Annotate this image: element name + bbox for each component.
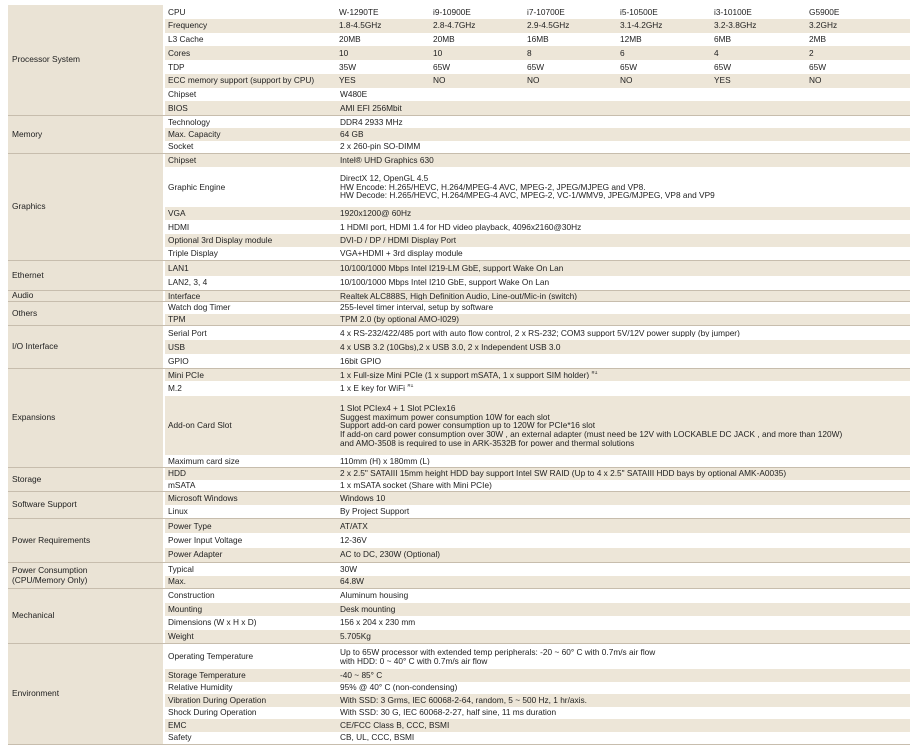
spec-row — [165, 603, 910, 617]
section-power-requirements — [8, 519, 910, 563]
spec-row — [165, 46, 910, 60]
spec-cell: 8 — [527, 47, 532, 58]
spec-label: mSATA — [168, 479, 196, 490]
spec-row — [165, 616, 910, 630]
spec-value-text: Realtek ALC888S, High Definition Audio, Line-out/Mic-in (switch) — [340, 291, 578, 301]
category-label: Power Requirements — [12, 534, 91, 545]
spec-cells — [339, 8, 910, 17]
category-label: Power Consumption (CPU/Memory Only) — [12, 565, 88, 585]
category-label: Software Support — [12, 499, 77, 510]
spec-label: Operating Temperature — [168, 651, 254, 662]
spec-value — [339, 708, 910, 717]
spec-label: GPIO — [168, 355, 189, 366]
spec-row — [165, 141, 910, 153]
spec-row — [165, 33, 910, 47]
spec-cells — [339, 49, 910, 58]
spec-cell: YES — [714, 75, 731, 86]
spec-label: Power Adapter — [168, 549, 223, 560]
section-storage — [8, 468, 910, 492]
spec-value — [339, 481, 910, 490]
spec-row — [165, 630, 910, 644]
spec-label: Mounting — [168, 603, 203, 614]
section-memory — [8, 116, 910, 154]
spec-row — [165, 314, 910, 326]
section-rows — [165, 5, 910, 115]
spec-row — [165, 220, 910, 233]
category-label: Others — [12, 307, 38, 318]
spec-label: EMC — [168, 719, 187, 730]
spec-value — [339, 384, 910, 393]
spec-cell: 1.8-4.5GHz — [339, 20, 382, 31]
category-cell — [8, 492, 163, 518]
spec-row — [165, 519, 910, 533]
spec-value — [339, 565, 910, 574]
spec-label: Chipset — [168, 89, 197, 100]
spec-value — [339, 404, 910, 448]
spec-row — [165, 533, 910, 547]
spec-value-text: Intel® UHD Graphics 630 — [340, 156, 434, 165]
spec-cell: 3.2GHz — [809, 20, 838, 31]
spec-label: Shock During Operation — [168, 707, 257, 718]
footnote-mark: #1 — [591, 370, 598, 376]
spec-label: Serial Port — [168, 327, 207, 338]
spec-row — [165, 563, 910, 576]
spec-cell: NO — [620, 75, 633, 86]
spec-cell: 65W — [527, 61, 545, 72]
spec-row — [165, 548, 910, 562]
spec-value-line: with HDD: 0 ~ 40° C with 0.7m/s air flow — [340, 655, 488, 666]
spec-label: Typical — [168, 563, 194, 574]
footnote-mark: #1 — [407, 384, 414, 390]
spec-value-text: 1 HDMI port, HDMI 1.4 for HD video playback, 4096x2160@30Hz — [340, 222, 582, 232]
spec-value-text: DDR4 2933 MHz — [340, 117, 403, 127]
spec-cells — [339, 35, 910, 44]
spec-value-text: AT/ATX — [340, 521, 368, 531]
spec-value-text: 1 x mSATA socket (Share with Mini PCIe) — [340, 480, 492, 490]
spec-row — [165, 468, 910, 480]
spec-row — [165, 505, 910, 518]
spec-value — [339, 329, 910, 338]
spec-label: HDD — [168, 468, 186, 479]
category-cell — [8, 468, 163, 491]
spec-cell: 65W — [714, 61, 732, 72]
spec-row — [165, 19, 910, 33]
spec-row — [165, 719, 910, 732]
spec-table — [8, 5, 910, 745]
spec-cell: NO — [527, 75, 540, 86]
spec-label: Storage Temperature — [168, 669, 246, 680]
spec-cell: NO — [809, 75, 822, 86]
spec-cell: 20MB — [339, 34, 361, 45]
spec-cell: 10 — [433, 47, 443, 58]
spec-cell: YES — [339, 75, 356, 86]
spec-cell: i5-10500E — [620, 6, 658, 17]
spec-value-line: Up to 65W processor with extended temp peripherals: -20 ~ 60° C with 0.7m/s air flow — [340, 647, 656, 657]
spec-value — [339, 671, 910, 680]
spec-label: Chipset — [168, 155, 197, 166]
spec-value-text: 1 x E key for WiFi — [340, 384, 408, 393]
spec-value — [339, 174, 910, 200]
spec-value-text: AC to DC, 230W (Optional) — [340, 550, 441, 560]
spec-cell: 6 — [620, 47, 625, 58]
spec-label: Add-on Card Slot — [168, 420, 232, 431]
spec-row — [165, 480, 910, 492]
spec-value — [339, 605, 910, 614]
section-software-support — [8, 492, 910, 519]
spec-value — [339, 371, 910, 380]
category-label: Processor System — [12, 54, 80, 65]
spec-value-text: 255-level timer interval, setup by software — [340, 303, 494, 313]
spec-cell: 65W — [433, 61, 451, 72]
spec-value — [339, 315, 910, 324]
spec-value — [339, 494, 910, 503]
spec-cell: 3.1-4.2GHz — [620, 20, 663, 31]
spec-label: CPU — [168, 6, 186, 17]
category-cell — [8, 369, 163, 467]
spec-row — [165, 644, 910, 669]
spec-label: Maximum card size — [168, 455, 240, 466]
spec-value-text: 16bit GPIO — [340, 356, 382, 366]
category-label: Audio — [12, 290, 34, 301]
spec-cells — [339, 76, 910, 85]
section-mechanical — [8, 589, 910, 644]
spec-value-text: TPM 2.0 (by optional AMO-I029) — [340, 314, 459, 324]
spec-value — [339, 721, 910, 730]
spec-row — [165, 276, 910, 291]
spec-value-text: CB, UL, CCC, BSMI — [340, 733, 415, 743]
spec-row — [165, 207, 910, 220]
section-ethernet — [8, 261, 910, 291]
spec-value — [339, 264, 910, 273]
spec-value — [339, 343, 910, 352]
spec-label: VGA — [168, 208, 186, 219]
spec-value — [339, 469, 910, 478]
spec-cell: 65W — [620, 61, 638, 72]
spec-value — [339, 278, 910, 287]
spec-value — [339, 648, 910, 665]
spec-label: Max. Capacity — [168, 129, 221, 140]
spec-label: ECC memory support (support by CPU) — [168, 75, 315, 86]
spec-row — [165, 60, 910, 74]
spec-row — [165, 589, 910, 603]
spec-row — [165, 682, 910, 695]
section-expansions — [8, 369, 910, 468]
spec-value — [339, 209, 910, 218]
spec-cell: i3-10100E — [714, 6, 752, 17]
spec-row — [165, 5, 910, 19]
category-cell — [8, 154, 163, 260]
category-label: Graphics — [12, 201, 46, 212]
spec-value-text: 10/100/1000 Mbps Intel I219-LM GbE, support Wake On Lan — [340, 263, 564, 273]
spec-label: Socket — [168, 141, 194, 152]
category-cell — [8, 291, 163, 301]
spec-label: Interface — [168, 290, 201, 301]
spec-label: Power Type — [168, 520, 212, 531]
spec-cells — [339, 63, 910, 72]
category-cell — [8, 5, 163, 115]
section-graphics — [8, 154, 910, 261]
spec-cell: 12MB — [620, 34, 642, 45]
category-cell — [8, 261, 163, 290]
spec-label: HDMI — [168, 221, 190, 232]
spec-value-text: DVI-D / DP / HDMI Display Port — [340, 235, 457, 245]
spec-row — [165, 234, 910, 247]
spec-value-line: 1 Slot PCIex4 + 1 Slot PCIex16 — [340, 403, 456, 413]
spec-row — [165, 732, 910, 745]
spec-label: Technology — [168, 116, 210, 127]
spec-label: Construction — [168, 590, 215, 601]
spec-value — [339, 618, 910, 627]
spec-label: Triple Display — [168, 248, 218, 259]
section-processor-system — [8, 5, 910, 116]
spec-row — [165, 326, 910, 340]
spec-row — [165, 576, 910, 589]
spec-label: Linux — [168, 506, 188, 517]
spec-value — [339, 156, 910, 165]
spec-value-text: 4 x RS-232/422/485 port with auto flow control, 2 x RS-232; COM3 support 5V/12V power supply (by jumper) — [340, 328, 740, 338]
spec-row — [165, 396, 910, 455]
spec-row — [165, 694, 910, 707]
spec-label: Optional 3rd Display module — [168, 234, 273, 245]
spec-value-text: AMI EFI 256Mbit — [340, 103, 402, 113]
section-rows — [165, 116, 910, 153]
category-cell — [8, 563, 163, 588]
category-label: I/O Interface — [12, 341, 59, 352]
category-cell — [8, 302, 163, 325]
spec-cell: G5900E — [809, 6, 840, 17]
spec-value-text: 156 x 204 x 230 mm — [340, 618, 416, 628]
spec-cell: 2 — [809, 47, 814, 58]
section-rows — [165, 302, 910, 325]
spec-value-text: W480E — [340, 90, 368, 99]
spec-cell: 65W — [809, 61, 827, 72]
spec-label: Mini PCIe — [168, 369, 204, 380]
section-rows — [165, 154, 910, 260]
spec-row — [165, 291, 910, 301]
spec-value — [339, 683, 910, 692]
spec-label: Graphic Engine — [168, 181, 226, 192]
section-rows — [165, 369, 910, 467]
spec-cell: 2MB — [809, 34, 827, 45]
category-label: Mechanical — [12, 610, 55, 621]
spec-cells — [339, 21, 910, 30]
spec-cell: 6MB — [714, 34, 732, 45]
spec-label: Frequency — [168, 20, 208, 31]
section-i-o-interface — [8, 326, 910, 369]
spec-value-text: 110mm (H) x 180mm (L) — [340, 456, 430, 466]
spec-value-text: 4 x USB 3.2 (10Gbs),2 x USB 3.0, 2 x Independent USB 3.0 — [340, 342, 561, 352]
spec-label: L3 Cache — [168, 34, 204, 45]
spec-value — [339, 357, 910, 366]
spec-label: LAN1 — [168, 262, 189, 273]
spec-row — [165, 88, 910, 102]
category-cell — [8, 519, 163, 562]
category-cell — [8, 326, 163, 368]
spec-value-text: 2 x 260-pin SO-DIMM — [340, 142, 421, 152]
spec-value-text: 64.8W — [340, 577, 364, 587]
spec-row — [165, 154, 910, 167]
spec-row — [165, 261, 910, 276]
section-rows — [165, 468, 910, 491]
spec-cell: 2.9-4.5GHz — [527, 20, 570, 31]
spec-value-line: Suggest maximum power consumption 10W for each slot — [340, 411, 550, 422]
spec-row — [165, 707, 910, 720]
spec-value — [339, 142, 910, 151]
spec-value — [339, 577, 910, 586]
spec-label: Microsoft Windows — [168, 493, 238, 504]
section-rows — [165, 589, 910, 643]
spec-label: Weight — [168, 630, 194, 641]
spec-value-text: By Project Support — [340, 507, 410, 516]
spec-value — [339, 118, 910, 127]
spec-row — [165, 354, 910, 368]
spec-value-text: 64 GB — [340, 130, 364, 139]
spec-value — [339, 236, 910, 245]
spec-value — [339, 130, 910, 139]
category-label: Memory — [12, 128, 43, 139]
spec-cell: 3.2-3.8GHz — [714, 20, 757, 31]
spec-value-text: 2 x 2.5" SATAIII 15mm height HDD bay support Intel SW RAID (Up to 4 x 2.5" SATAIII HDD bays by optional AMK-A0035) — [340, 469, 787, 479]
spec-label: Max. — [168, 576, 186, 587]
spec-cell: 20MB — [433, 34, 455, 45]
spec-cell: 35W — [339, 61, 357, 72]
spec-value-line: and AMO-3508 is required to use in ARK-3532B for power and thermal solutions — [340, 437, 635, 448]
section-power-consumption-cpu-memory-only — [8, 563, 910, 589]
spec-label: LAN2, 3, 4 — [168, 277, 208, 288]
spec-row — [165, 455, 910, 467]
spec-label: USB — [168, 341, 186, 352]
spec-cell: 2.8-4.7GHz — [433, 20, 476, 31]
spec-value-text: Desk mounting — [340, 604, 396, 614]
spec-value — [339, 550, 910, 559]
spec-row — [165, 101, 910, 115]
spec-cell: 10 — [339, 47, 349, 58]
spec-cell: W-1290TE — [339, 6, 379, 17]
spec-row — [165, 302, 910, 314]
spec-value — [339, 696, 910, 705]
spec-value — [339, 733, 910, 742]
spec-value — [339, 457, 910, 466]
spec-value — [339, 507, 910, 516]
spec-label: M.2 — [168, 383, 182, 394]
spec-label: BIOS — [168, 102, 188, 113]
spec-value-text: 1 x Full-size Mini PCIe (1 x support mSATA, 1 x support SIM holder) — [340, 370, 592, 380]
category-cell — [8, 644, 163, 744]
spec-cell: i9-10900E — [433, 6, 471, 17]
section-rows — [165, 326, 910, 368]
spec-label: TPM — [168, 313, 186, 324]
spec-value-text: With SSD: 3 Grms, IEC 60068-2-64, random, 5 ~ 500 Hz, 1 hr/axis. — [340, 695, 587, 705]
spec-value-line: HW Decode: H.265/HEVC, H.264/MPEG-4 AVC, MPEG-2, VC-1/WMV9, JPEG/MJPEG, VP8 and VP9 — [340, 190, 715, 201]
category-label: Storage — [12, 473, 42, 484]
section-rows — [165, 519, 910, 562]
spec-value-text: Aluminum housing — [340, 591, 409, 601]
spec-value — [339, 522, 910, 531]
spec-value-line: If add-on card power consumption over 30W , an external adapter (must need be 12V with LOCKABLE DC JACK , and more than 120W) — [340, 429, 843, 440]
section-rows — [165, 563, 910, 588]
spec-row — [165, 74, 910, 88]
spec-value — [339, 536, 910, 545]
spec-value — [339, 591, 910, 600]
spec-value-line: Support add-on card power consumption up to 120W for PCIe*16 slot — [340, 420, 596, 431]
category-label: Expansions — [12, 412, 56, 423]
spec-value-text: 95% @ 40° C (non-condensing) — [340, 683, 458, 693]
spec-value-text: 5.705Kg — [340, 631, 371, 641]
section-rows — [165, 261, 910, 290]
spec-value-text: CE/FCC Class B, CCC, BSMI — [340, 720, 450, 730]
spec-label: Watch dog Timer — [168, 302, 231, 313]
spec-value-text: Windows 10 — [340, 494, 386, 503]
spec-value — [339, 249, 910, 258]
section-environment — [8, 644, 910, 745]
spec-value — [339, 223, 910, 232]
spec-value-text: With SSD: 30 G, IEC 60068-2-27, half sine, 11 ms duration — [340, 708, 557, 718]
spec-value-text: 10/100/1000 Mbps Intel I210 GbE, support Wake On Lan — [340, 278, 550, 288]
spec-cell: NO — [433, 75, 446, 86]
spec-label: Relative Humidity — [168, 682, 233, 693]
spec-value — [339, 303, 910, 312]
section-rows — [165, 291, 910, 301]
spec-value-text: 1920x1200@ 60Hz — [340, 209, 412, 218]
spec-value — [339, 104, 910, 113]
spec-row — [165, 340, 910, 354]
category-label: Ethernet — [12, 269, 44, 280]
section-others — [8, 302, 910, 326]
spec-row — [165, 167, 910, 207]
spec-value-text: -40 ~ 85° C — [340, 670, 383, 680]
spec-value — [339, 90, 910, 99]
spec-value — [339, 632, 910, 641]
category-cell — [8, 116, 163, 153]
section-audio — [8, 291, 910, 302]
spec-row — [165, 128, 910, 140]
spec-cell: 4 — [714, 47, 719, 58]
spec-label: Safety — [168, 732, 192, 743]
spec-value-text: 30W — [340, 564, 358, 574]
spec-label: Dimensions (W x H x D) — [168, 617, 257, 628]
spec-value-line: HW Encode: H.265/HEVC, H.264/MPEG-4 AVC, MPEG-2, JPEG/MJPEG and VP8. — [340, 181, 646, 192]
spec-row — [165, 669, 910, 682]
spec-label: Power Input Voltage — [168, 535, 243, 546]
spec-label: TDP — [168, 61, 185, 72]
spec-value-line: DirectX 12, OpenGL 4.5 — [340, 174, 429, 184]
spec-row — [165, 247, 910, 260]
section-rows — [165, 644, 910, 744]
spec-value-text: 12-36V — [340, 536, 367, 545]
category-label: Environment — [12, 688, 60, 699]
spec-label: Vibration During Operation — [168, 694, 267, 705]
section-rows — [165, 492, 910, 518]
spec-value-text: VGA+HDMI + 3rd display module — [340, 249, 463, 258]
spec-label: Cores — [168, 47, 191, 58]
category-cell — [8, 589, 163, 643]
spec-row — [165, 381, 910, 396]
spec-row — [165, 492, 910, 505]
spec-row — [165, 116, 910, 128]
spec-cell: 16MB — [527, 34, 549, 45]
spec-row — [165, 369, 910, 381]
spec-cell: i7-10700E — [527, 6, 565, 17]
spec-value — [339, 292, 910, 301]
